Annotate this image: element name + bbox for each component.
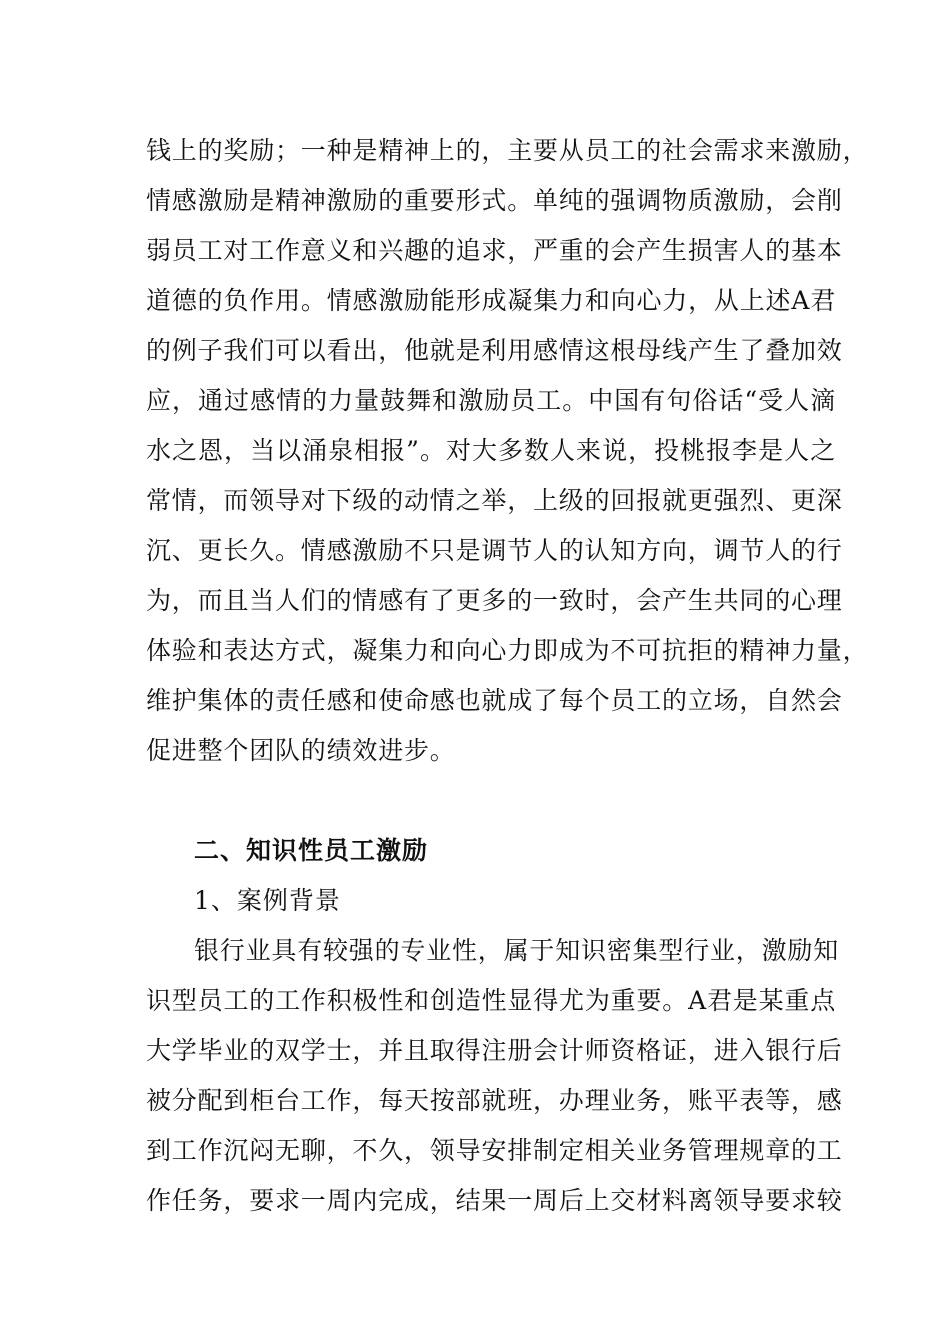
paragraph-line: 为，而且当人们的情感有了更多的一致时，会产生共同的心理 <box>146 586 843 615</box>
paragraph-line: 作任务，要求一周内完成，结果一周后上交材料离领导要求较 <box>146 1186 843 1215</box>
section-heading: 二、知识性员工激励 <box>194 836 429 865</box>
paragraph-line: 被分配到柜台工作，每天按部就班，办理业务，账平表等，感 <box>146 1086 843 1115</box>
subsection-heading: 1、案例背景 <box>194 886 341 915</box>
paragraph-line: 体验和表达方式，凝集力和向心力即成为不可抗拒的精神力量， <box>146 636 869 665</box>
paragraph-line: 道德的负作用。情感激励能形成凝集力和向心力，从上述A君 <box>146 286 836 315</box>
paragraph-line: 沉、更长久。情感激励不只是调节人的认知方向，调节人的行 <box>146 536 843 565</box>
paragraph-line: 的例子我们可以看出，他就是利用感情这根母线产生了叠加效 <box>146 336 843 365</box>
paragraph-line: 促进整个团队的绩效进步。 <box>146 736 456 765</box>
paragraph-line: 大学毕业的双学士，并且取得注册会计师资格证，进入银行后 <box>146 1036 843 1065</box>
paragraph-line: 常情，而领导对下级的动情之举，上级的回报就更强烈、更深 <box>146 486 843 515</box>
paragraph-line: 识型员工的工作积极性和创造性显得尤为重要。A君是某重点 <box>146 986 836 1015</box>
paragraph-line: 到工作沉闷无聊，不久，领导安排制定相关业务管理规章的工 <box>146 1136 843 1165</box>
paragraph-line: 情感激励是精神激励的重要形式。单纯的强调物质激励，会削 <box>146 186 843 215</box>
paragraph-line: 弱员工对工作意义和兴趣的追求，严重的会产生损害人的基本 <box>146 236 843 265</box>
paragraph-line: 应，通过感情的力量鼓舞和激励员工。中国有句俗话“受人滴 <box>146 386 836 415</box>
paragraph-line: 维护集体的责任感和使命感也就成了每个员工的立场，自然会 <box>146 686 843 715</box>
paragraph-line: 水之恩，当以涌泉相报”。对大多数人来说，投桃报李是人之 <box>146 436 836 465</box>
paragraph-line: 钱上的奖励；一种是精神上的，主要从员工的社会需求来激励， <box>146 136 869 165</box>
paragraph-line: 银行业具有较强的专业性，属于知识密集型行业，激励知 <box>194 936 840 965</box>
